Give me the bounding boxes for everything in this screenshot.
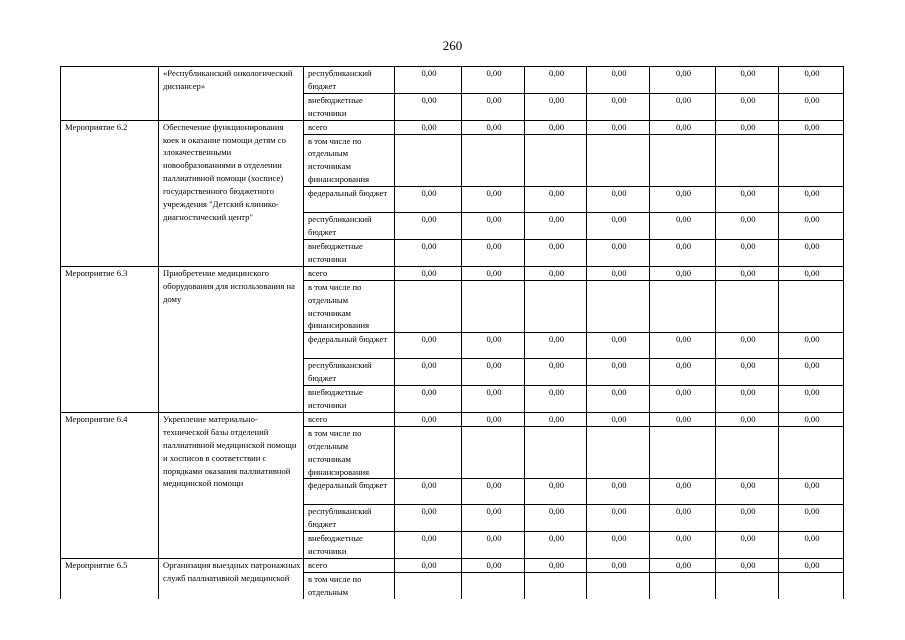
amount-cell: 0,00 <box>650 187 716 213</box>
amount-cell: 0,00 <box>525 412 587 426</box>
amount-cell: 0,00 <box>587 187 650 213</box>
amount-cell <box>650 134 716 187</box>
amount-cell: 0,00 <box>716 559 779 573</box>
amount-cell: 0,00 <box>716 93 779 120</box>
amount-cell: 0,00 <box>779 239 844 266</box>
amount-cell: 0,00 <box>587 559 650 573</box>
amount-cell: 0,00 <box>650 386 716 413</box>
amount-cell: 0,00 <box>587 120 650 134</box>
amount-cell: 0,00 <box>462 67 525 94</box>
funding-source-cell: внебюджетные источники <box>304 93 395 120</box>
table-row <box>61 412 844 426</box>
amount-cell: 0,00 <box>650 67 716 94</box>
event-code-cell <box>61 67 159 121</box>
amount-cell: 0,00 <box>395 239 462 266</box>
funding-source-cell: всего <box>304 412 395 426</box>
amount-cell: 0,00 <box>716 412 779 426</box>
amount-cell <box>779 134 844 187</box>
amount-cell: 0,00 <box>587 532 650 559</box>
amount-cell: 0,00 <box>395 505 462 532</box>
amount-cell: 0,00 <box>587 239 650 266</box>
amount-cell: 0,00 <box>525 266 587 280</box>
amount-cell: 0,00 <box>525 239 587 266</box>
amount-cell <box>587 426 650 479</box>
amount-cell: 0,00 <box>779 266 844 280</box>
amount-cell <box>779 573 844 599</box>
amount-cell: 0,00 <box>650 333 716 359</box>
budget-table <box>60 66 844 599</box>
amount-cell: 0,00 <box>462 213 525 240</box>
amount-cell: 0,00 <box>587 412 650 426</box>
funding-source-cell: внебюджетные источники <box>304 239 395 266</box>
amount-cell <box>525 426 587 479</box>
amount-cell: 0,00 <box>462 266 525 280</box>
event-name-cell: Организация выездных патронажных служб паллиативной медицинской <box>159 559 304 599</box>
amount-cell: 0,00 <box>395 359 462 386</box>
amount-cell: 0,00 <box>779 359 844 386</box>
amount-cell: 0,00 <box>650 505 716 532</box>
funding-source-cell: всего <box>304 266 395 280</box>
amount-cell <box>462 134 525 187</box>
event-code-cell: Мероприятие 6.2 <box>61 120 159 266</box>
amount-cell: 0,00 <box>587 213 650 240</box>
amount-cell: 0,00 <box>462 93 525 120</box>
amount-cell <box>716 573 779 599</box>
table-row <box>61 67 844 94</box>
amount-cell: 0,00 <box>462 359 525 386</box>
amount-cell: 0,00 <box>587 479 650 505</box>
funding-source-cell: республиканский бюджет <box>304 67 395 94</box>
amount-cell <box>395 134 462 187</box>
amount-cell: 0,00 <box>462 532 525 559</box>
funding-source-cell: в том числе по отдельным источникам финансирования <box>304 426 395 479</box>
amount-cell: 0,00 <box>716 187 779 213</box>
amount-cell: 0,00 <box>525 120 587 134</box>
amount-cell <box>395 280 462 333</box>
amount-cell: 0,00 <box>395 213 462 240</box>
event-name-cell: Укрепление материально-технической базы отделений паллиативной медицинской помощи и хосписов в соответствии с порядками оказания паллиативной медицинской помощи <box>159 412 304 558</box>
amount-cell: 0,00 <box>779 412 844 426</box>
amount-cell: 0,00 <box>779 479 844 505</box>
funding-source-cell: в том числе по отдельным источникам финансирования <box>304 134 395 187</box>
amount-cell: 0,00 <box>650 213 716 240</box>
amount-cell: 0,00 <box>779 67 844 94</box>
amount-cell: 0,00 <box>395 120 462 134</box>
amount-cell: 0,00 <box>525 213 587 240</box>
amount-cell: 0,00 <box>650 120 716 134</box>
amount-cell: 0,00 <box>525 559 587 573</box>
amount-cell <box>462 573 525 599</box>
amount-cell: 0,00 <box>779 559 844 573</box>
amount-cell: 0,00 <box>779 386 844 413</box>
amount-cell <box>587 573 650 599</box>
amount-cell: 0,00 <box>395 386 462 413</box>
amount-cell: 0,00 <box>587 93 650 120</box>
amount-cell: 0,00 <box>716 333 779 359</box>
amount-cell: 0,00 <box>779 213 844 240</box>
amount-cell: 0,00 <box>650 412 716 426</box>
amount-cell <box>716 134 779 187</box>
funding-source-cell: в том числе по отдельным источникам финансирования <box>304 280 395 333</box>
amount-cell: 0,00 <box>587 67 650 94</box>
budget-table-body <box>61 67 844 599</box>
amount-cell <box>587 280 650 333</box>
amount-cell <box>395 426 462 479</box>
amount-cell <box>395 573 462 599</box>
amount-cell <box>650 426 716 479</box>
amount-cell <box>525 134 587 187</box>
amount-cell <box>716 280 779 333</box>
amount-cell: 0,00 <box>650 532 716 559</box>
amount-cell: 0,00 <box>395 187 462 213</box>
amount-cell: 0,00 <box>587 359 650 386</box>
amount-cell: 0,00 <box>587 333 650 359</box>
amount-cell: 0,00 <box>650 93 716 120</box>
amount-cell: 0,00 <box>716 386 779 413</box>
amount-cell <box>525 573 587 599</box>
amount-cell: 0,00 <box>395 67 462 94</box>
amount-cell: 0,00 <box>716 505 779 532</box>
amount-cell: 0,00 <box>462 386 525 413</box>
amount-cell: 0,00 <box>716 213 779 240</box>
amount-cell <box>650 573 716 599</box>
amount-cell: 0,00 <box>525 532 587 559</box>
amount-cell: 0,00 <box>650 479 716 505</box>
amount-cell: 0,00 <box>525 359 587 386</box>
funding-source-cell: всего <box>304 559 395 573</box>
funding-source-cell: республиканский бюджет <box>304 359 395 386</box>
amount-cell: 0,00 <box>395 93 462 120</box>
event-name-cell: «Республиканский онкологический диспансер» <box>159 67 304 121</box>
amount-cell: 0,00 <box>462 479 525 505</box>
amount-cell <box>462 280 525 333</box>
amount-cell: 0,00 <box>779 187 844 213</box>
page-number: 260 <box>442 38 463 53</box>
amount-cell: 0,00 <box>650 266 716 280</box>
amount-cell: 0,00 <box>716 479 779 505</box>
amount-cell: 0,00 <box>716 239 779 266</box>
amount-cell: 0,00 <box>462 559 525 573</box>
amount-cell: 0,00 <box>395 559 462 573</box>
amount-cell: 0,00 <box>650 239 716 266</box>
table-row <box>61 559 844 573</box>
amount-cell: 0,00 <box>650 359 716 386</box>
amount-cell: 0,00 <box>395 412 462 426</box>
amount-cell: 0,00 <box>587 505 650 532</box>
amount-cell: 0,00 <box>525 479 587 505</box>
funding-source-cell: внебюджетные источники <box>304 532 395 559</box>
amount-cell: 0,00 <box>525 386 587 413</box>
amount-cell: 0,00 <box>779 120 844 134</box>
event-code-cell: Мероприятие 6.3 <box>61 266 159 412</box>
table-row <box>61 266 844 280</box>
amount-cell: 0,00 <box>779 333 844 359</box>
amount-cell: 0,00 <box>462 239 525 266</box>
amount-cell <box>779 280 844 333</box>
amount-cell: 0,00 <box>525 187 587 213</box>
amount-cell: 0,00 <box>525 93 587 120</box>
funding-source-cell: республиканский бюджет <box>304 505 395 532</box>
event-code-cell: Мероприятие 6.5 <box>61 559 159 599</box>
amount-cell: 0,00 <box>587 386 650 413</box>
amount-cell: 0,00 <box>716 266 779 280</box>
funding-source-cell: федеральный бюджет <box>304 333 395 359</box>
funding-source-cell: в том числе по отдельным <box>304 573 395 599</box>
amount-cell <box>587 134 650 187</box>
amount-cell: 0,00 <box>462 120 525 134</box>
amount-cell: 0,00 <box>779 93 844 120</box>
event-name-cell: Приобретение медицинского оборудования для использования на дому <box>159 266 304 412</box>
amount-cell <box>650 280 716 333</box>
amount-cell: 0,00 <box>395 266 462 280</box>
event-name-cell: Обеспечение функционирования коек и оказание помощи детям со злокачественными новообразованиями в отделении паллиативной помощи (хосписе) государственного бюджетного учреждения "Детский клинико-диагностический центр" <box>159 120 304 266</box>
amount-cell: 0,00 <box>462 412 525 426</box>
event-code-cell: Мероприятие 6.4 <box>61 412 159 558</box>
amount-cell <box>525 280 587 333</box>
amount-cell: 0,00 <box>716 359 779 386</box>
amount-cell: 0,00 <box>716 120 779 134</box>
funding-source-cell: всего <box>304 120 395 134</box>
amount-cell <box>779 426 844 479</box>
amount-cell: 0,00 <box>462 333 525 359</box>
amount-cell: 0,00 <box>462 505 525 532</box>
amount-cell: 0,00 <box>650 559 716 573</box>
amount-cell: 0,00 <box>525 67 587 94</box>
amount-cell: 0,00 <box>525 505 587 532</box>
funding-source-cell: федеральный бюджет <box>304 479 395 505</box>
amount-cell: 0,00 <box>779 532 844 559</box>
table-row <box>61 120 844 134</box>
amount-cell: 0,00 <box>716 67 779 94</box>
funding-source-cell: федеральный бюджет <box>304 187 395 213</box>
amount-cell: 0,00 <box>587 266 650 280</box>
amount-cell: 0,00 <box>395 532 462 559</box>
amount-cell <box>462 426 525 479</box>
amount-cell <box>716 426 779 479</box>
amount-cell: 0,00 <box>716 532 779 559</box>
amount-cell: 0,00 <box>525 333 587 359</box>
amount-cell: 0,00 <box>779 505 844 532</box>
funding-source-cell: республиканский бюджет <box>304 213 395 240</box>
amount-cell: 0,00 <box>395 333 462 359</box>
funding-source-cell: внебюджетные источники <box>304 386 395 413</box>
amount-cell: 0,00 <box>462 187 525 213</box>
amount-cell: 0,00 <box>395 479 462 505</box>
